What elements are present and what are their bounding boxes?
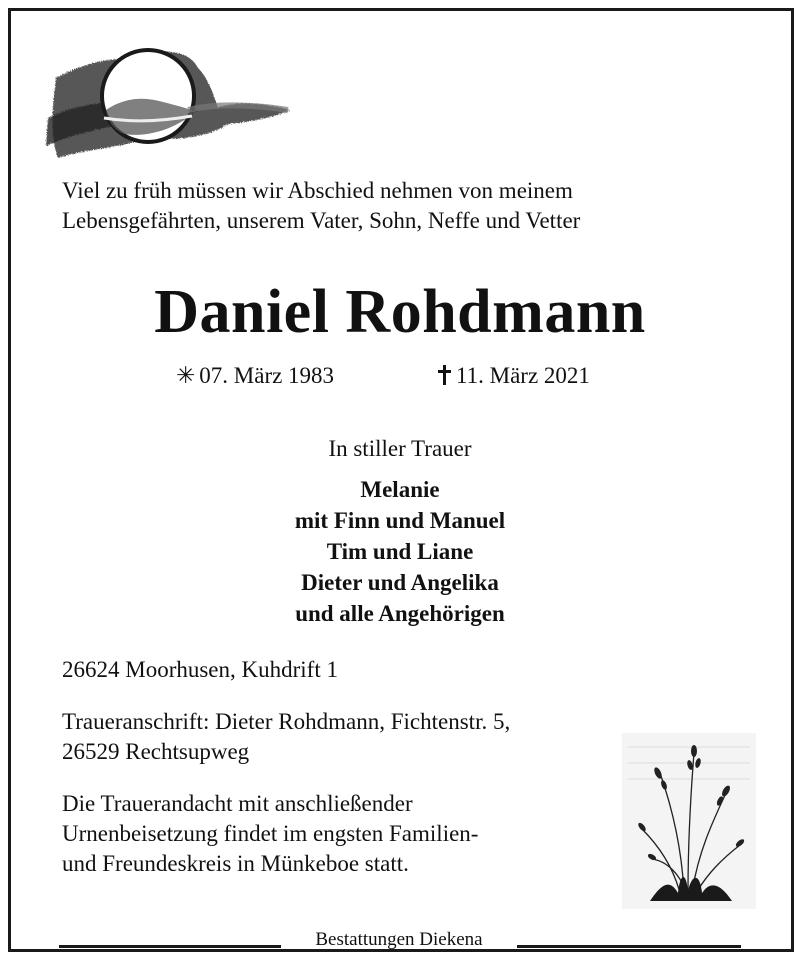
mourner-line: Dieter und Angelika: [301, 570, 499, 595]
mourner-line: und alle Angehörigen: [295, 601, 505, 626]
mourner-line: Melanie: [360, 477, 440, 502]
mourning-address-line-2: 26529 Rechtsupweg: [62, 739, 250, 764]
sunset-illustration: [38, 38, 294, 162]
footer: [0, 926, 800, 956]
mourning-address: [62, 707, 642, 767]
mourning-heading: In stiller Trauer: [328, 436, 472, 461]
birth-date: [176, 361, 334, 391]
grass-illustration: [622, 733, 756, 909]
mourning-address-line-1: Traueranschrift: Dieter Rohdmann, Fichtenstr. 5,: [62, 709, 511, 734]
funeral-home-name: Bestattungen Diekena: [315, 929, 483, 950]
birth-date-text: 07. März 1983: [199, 363, 335, 388]
mourners-list: [0, 474, 800, 629]
footer-rule-left: [59, 945, 281, 948]
residence-address: 26624 Moorhusen, Kuhdrift 1: [62, 657, 338, 682]
mourner-line: mit Finn und Manuel: [294, 508, 506, 533]
footer-rule-right: [517, 945, 741, 948]
service-line-2: Urnenbeisetzung findet im engsten Familien-: [62, 821, 479, 846]
intro-text: [62, 176, 742, 236]
cross-icon: [438, 365, 450, 385]
deceased-name: Daniel Rohdmann: [154, 278, 646, 346]
mourner-line: Tim und Liane: [326, 539, 474, 564]
service-notice: [62, 789, 642, 879]
service-line-3: und Freundeskreis in Münkeboe statt.: [62, 851, 409, 876]
service-line-1: Die Trauerandacht mit anschließender: [62, 791, 413, 816]
intro-line-1: Viel zu früh müssen wir Abschied nehmen von meinem: [62, 178, 573, 203]
death-date-text: 11. März 2021: [456, 363, 590, 388]
death-date: [438, 361, 590, 391]
intro-line-2: Lebensgefährten, unserem Vater, Sohn, Neffe und Vetter: [62, 208, 581, 233]
birth-star-icon: ✳: [176, 363, 196, 388]
